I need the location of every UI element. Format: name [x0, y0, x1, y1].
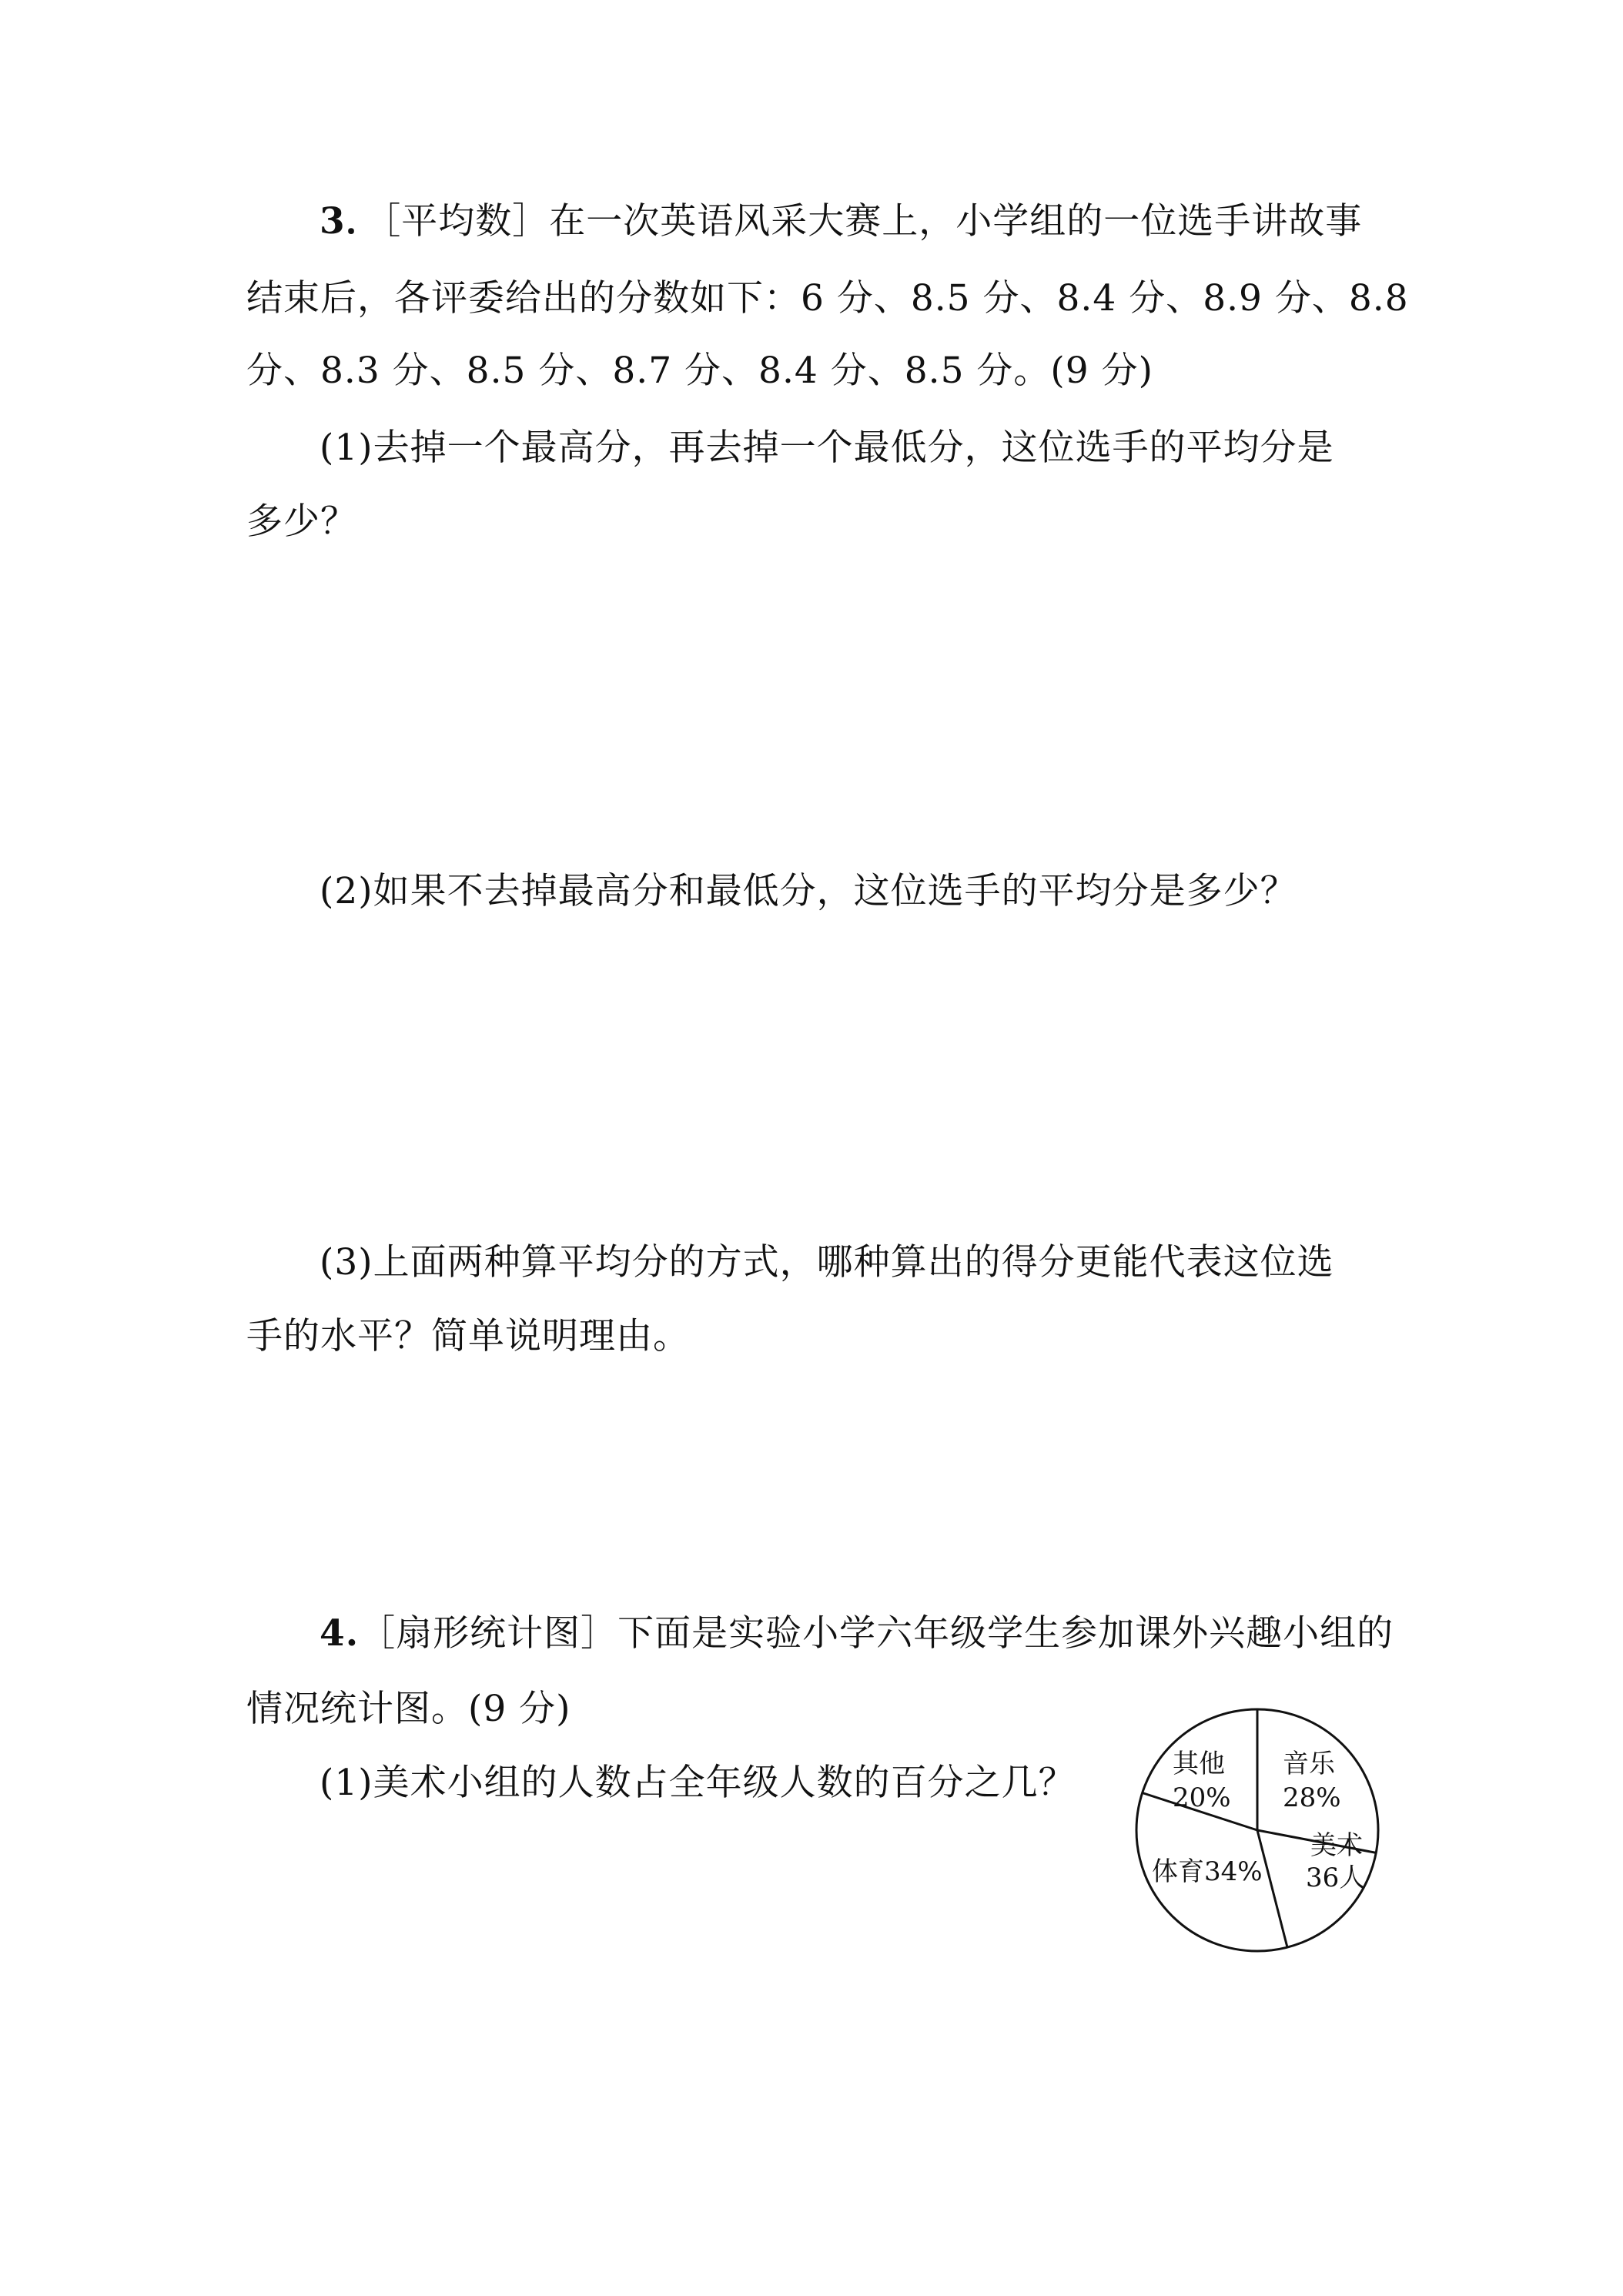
pie-chart-svg	[1130, 1703, 1384, 1957]
q3-number: 3．	[320, 200, 383, 243]
slice-label-pe-text	[1152, 1856, 1263, 1887]
q3-sub2: (2)如果不去掉最高分和最低分，这位选手的平均分是多少？	[320, 870, 1297, 912]
q3-sub3-line-2: 手的水平？简单说明理由。	[246, 1315, 690, 1357]
q3-line-2: 结束后，各评委给出的分数如下：6 分、8.5 分、8.4 分、8.9 分、8.8	[246, 277, 1409, 320]
q3-sub1-line-1: (1)去掉一个最高分，再去掉一个最低分，这位选手的平均分是	[320, 427, 1334, 469]
q4-line-2: 情况统计图。(9 分)	[246, 1688, 571, 1730]
q4-line-1	[320, 1611, 1394, 1657]
q3-stem-start: ［平均数］在一次英语风采大赛上，小学组的一位选手讲故事	[382, 200, 1363, 243]
q4-sub1: (1)美术小组的人数占全年级人数的百分之几？	[320, 1762, 1076, 1804]
q3-line-3: 分、8.3 分、8.5 分、8.7 分、8.4 分、8.5 分。(9 分)	[246, 350, 1153, 392]
slice-value-other: 20%	[1173, 1782, 1231, 1813]
slice-name-music: 音乐	[1283, 1749, 1335, 1779]
slice-value-art: 36人	[1306, 1863, 1366, 1893]
slice-value-pe: 34%	[1204, 1856, 1263, 1887]
q4-number: 4.	[320, 1612, 360, 1655]
slice-value-music: 28%	[1283, 1782, 1341, 1813]
q3-sub1-line-2: 多少？	[246, 500, 357, 543]
pie-chart	[1130, 1703, 1384, 1957]
slice-name-art: 美术	[1310, 1830, 1363, 1861]
slice-name-pe: 体育	[1152, 1856, 1204, 1887]
q3-line-1	[320, 199, 1362, 245]
slice-label-pe	[1152, 1856, 1263, 1887]
q3-sub3-line-1: (3)上面两种算平均分的方式，哪种算出的得分更能代表这位选	[320, 1241, 1334, 1284]
slice-name-other: 其他	[1173, 1749, 1225, 1779]
q4-stem-start: ［扇形统计图］下面是实验小学六年级学生参加课外兴趣小组的	[359, 1612, 1394, 1655]
